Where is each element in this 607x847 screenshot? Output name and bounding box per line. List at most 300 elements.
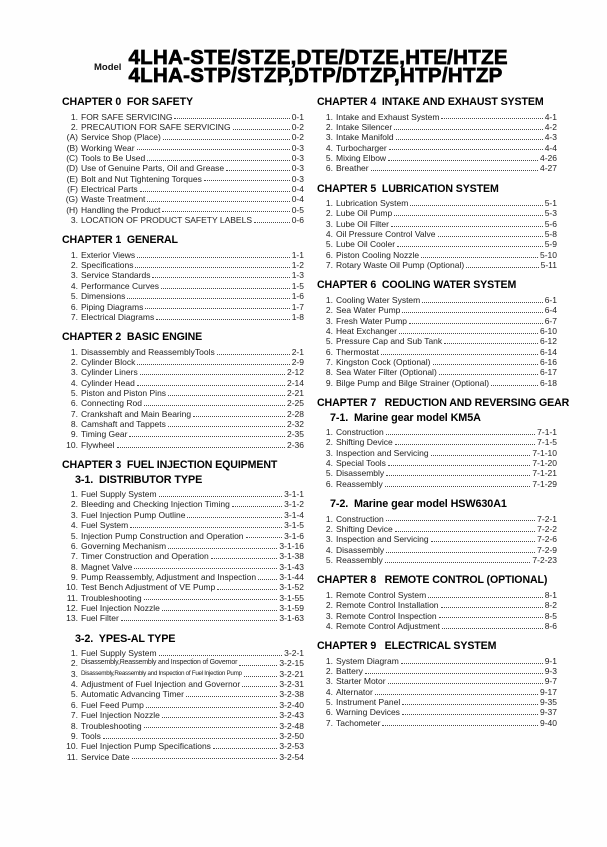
dot-leader [168, 541, 277, 549]
dot-leader [441, 112, 542, 120]
dot-leader [402, 697, 538, 705]
toc-item [317, 316, 557, 326]
dot-leader [410, 198, 542, 206]
toc-item [317, 336, 557, 346]
item-page: 2-1 [291, 346, 304, 357]
item-number: 10. [66, 741, 78, 752]
item-number: 9. [70, 429, 78, 440]
item-title: Timing Gear [81, 429, 128, 440]
item-page: 7-2-9 [537, 544, 557, 555]
toc-item [317, 229, 557, 239]
item-number: (G) [65, 194, 78, 205]
item-page: 0-1 [291, 111, 304, 122]
dot-leader [422, 295, 542, 303]
dot-leader [146, 700, 278, 708]
toc-item [62, 489, 304, 499]
dot-leader [217, 582, 277, 590]
dot-leader [386, 427, 535, 435]
item-number: 1. [70, 111, 78, 122]
item-number: 7. [325, 357, 333, 368]
item-page: 3-2-31 [279, 679, 304, 690]
item-page: 7-1-20 [532, 458, 557, 469]
dot-leader [388, 676, 543, 684]
item-number: 7. [325, 717, 333, 728]
dot-leader [204, 174, 290, 182]
item-title: Performance Curves [81, 280, 159, 291]
dot-leader [258, 572, 277, 580]
toc-item [62, 194, 304, 204]
chapter-heading: CHAPTER 5 LUBRICATION SYSTEM [317, 182, 499, 195]
toc-item [62, 429, 304, 439]
item-title: Lube Oil Pump [336, 208, 393, 219]
toc-item [62, 347, 304, 357]
item-page: 1-6 [291, 291, 304, 302]
item-title: Remote Control Adjustment [336, 620, 440, 631]
item-number: (F) [67, 183, 78, 194]
toc-item [317, 143, 557, 153]
item-page: 5-1 [544, 198, 557, 209]
dot-leader [402, 707, 538, 715]
toc-item [62, 132, 304, 142]
toc-section [62, 97, 304, 225]
dot-leader [162, 710, 278, 718]
toc-item [62, 163, 304, 173]
toc-item [62, 270, 304, 280]
item-page: 6-14 [539, 346, 557, 357]
dot-leader [137, 378, 285, 386]
item-number: 5. [325, 697, 333, 708]
dot-leader [395, 437, 535, 445]
item-number: 5. [70, 388, 78, 399]
model-lines [128, 46, 508, 87]
item-number: 9. [70, 730, 78, 741]
dot-leader [147, 194, 289, 202]
item-page: 3-1-44 [279, 571, 304, 582]
item-number: 5. [325, 239, 333, 250]
dot-leader [156, 312, 289, 320]
item-page: 3-1-16 [279, 540, 304, 551]
toc-item [317, 707, 557, 717]
section-subheading: 3-1. DISTRIBUTOR TYPE [75, 473, 203, 486]
item-page: 7-1-5 [537, 437, 557, 448]
item-title: Cylinder Liners [81, 367, 138, 378]
toc-item [62, 122, 304, 132]
item-title: Dimensions [81, 291, 126, 302]
dot-leader [130, 520, 282, 528]
item-title: Lubrication System [336, 198, 409, 209]
item-title: Piston Cooling Nozzle [336, 249, 420, 260]
item-page: 3-1-4 [284, 509, 304, 520]
toc-item [317, 590, 557, 600]
dot-leader [233, 122, 290, 130]
toc-item [62, 510, 304, 520]
dot-leader [193, 409, 285, 417]
item-page: 2-35 [286, 429, 304, 440]
toc-item [317, 666, 557, 676]
toc-item [62, 648, 304, 658]
dot-leader [433, 357, 538, 365]
dot-leader [466, 260, 538, 268]
toc-item [317, 295, 557, 305]
item-number: 13. [66, 613, 78, 624]
item-number: 2. [325, 208, 333, 219]
item-title: Cooling Water System [336, 294, 421, 305]
item-number: 6. [325, 707, 333, 718]
item-title: Specifications [81, 260, 134, 271]
toc-item [317, 208, 557, 218]
item-page: 3-2-48 [279, 720, 304, 731]
toc-item [317, 448, 557, 458]
item-number: 7. [70, 710, 78, 721]
dot-leader [428, 590, 542, 598]
item-page: 3-2-54 [279, 751, 304, 762]
item-page: 6-7 [544, 315, 557, 326]
dot-leader [389, 143, 543, 151]
item-page: 3-2-40 [279, 699, 304, 710]
item-number: 5. [70, 530, 78, 541]
dot-leader [159, 648, 283, 656]
item-page: 6-12 [539, 336, 557, 347]
item-number: 4. [70, 520, 78, 531]
toc-item [62, 541, 304, 551]
item-number: 7. [325, 260, 333, 271]
item-page: 2-21 [286, 388, 304, 399]
item-number: 3. [70, 270, 78, 281]
model-line-2: 4LHA-STP/STZP,DTP/DTZP,HTP/HTZP [128, 64, 503, 87]
dot-leader [144, 398, 285, 406]
item-title: System Diagram [336, 655, 399, 666]
item-number: 4. [70, 377, 78, 388]
dot-leader [186, 689, 277, 697]
toc-item [62, 752, 304, 762]
item-number: (E) [66, 173, 78, 184]
dot-leader [491, 378, 538, 386]
dot-leader [441, 600, 543, 608]
item-page: 3-2-50 [279, 730, 304, 741]
toc-section [62, 634, 304, 762]
toc-column-right [317, 96, 570, 738]
toc-item [317, 697, 557, 707]
dot-leader [397, 239, 543, 247]
item-page: 9-35 [539, 697, 557, 708]
item-page: 1-1 [291, 249, 304, 260]
item-number: 4. [325, 229, 333, 240]
item-page: 6-18 [539, 377, 557, 388]
item-title: Fuel Supply System [81, 489, 157, 500]
item-page: 3-1-38 [279, 551, 304, 562]
toc-column-left [62, 97, 304, 772]
dot-leader [396, 132, 543, 140]
toc-item [62, 184, 304, 194]
item-page: 3-2-21 [279, 668, 304, 679]
item-number: 11. [66, 751, 78, 762]
item-number: 7. [70, 551, 78, 562]
section-subheading: 7-1. Marine gear model KM5A [330, 411, 481, 424]
item-title: Electrical Parts [81, 183, 138, 194]
item-number: 3. [325, 447, 333, 458]
item-page: 2-9 [291, 357, 304, 368]
toc-item [317, 514, 557, 524]
dot-leader [187, 510, 282, 518]
dot-leader [394, 208, 542, 216]
dot-leader [232, 499, 282, 507]
item-title: Fresh Water Pump [336, 315, 408, 326]
item-page: 7-1-29 [532, 478, 557, 489]
chapter-heading: CHAPTER 1 GENERAL [62, 234, 178, 247]
toc-section [317, 97, 557, 174]
item-number: 7. [70, 311, 78, 322]
item-title: Test Bench Adjustment of VE Pump [81, 582, 216, 593]
item-number: 4. [325, 326, 333, 336]
toc-item [62, 260, 304, 270]
dot-leader [134, 562, 277, 570]
item-title: Construction [336, 427, 384, 438]
item-number: 2. [325, 121, 333, 132]
item-page: 6-17 [539, 367, 557, 378]
item-title: Exterior Views [81, 249, 136, 260]
toc-item [62, 419, 304, 429]
toc-item [62, 143, 304, 153]
item-page: 9-37 [539, 707, 557, 718]
item-page: 4-26 [539, 152, 557, 163]
dot-leader [391, 219, 543, 227]
item-title: Pump Reassembly, Adjustment and Inspection [81, 571, 257, 582]
item-title: Disassembly and ReassemblyTools [81, 346, 215, 357]
item-page: 8-6 [544, 620, 557, 631]
item-title: Fuel Injection Pump Specifications [81, 741, 211, 752]
item-number: 3. [70, 668, 78, 679]
item-number: 1. [325, 655, 333, 666]
item-page: 4-2 [544, 121, 557, 132]
item-title: Disassembly [336, 544, 385, 555]
dot-leader [388, 153, 538, 161]
item-title: Camshaft and Tappets [81, 419, 166, 430]
item-number: 5. [70, 291, 78, 302]
item-page: 3-2-1 [284, 648, 304, 659]
item-page: 9-17 [539, 686, 557, 697]
dot-leader [442, 621, 543, 629]
item-page: 2-14 [286, 377, 304, 388]
chapter-heading: CHAPTER 4 INTAKE AND EXHAUST SYSTEM [317, 96, 544, 108]
item-number: 1. [325, 427, 333, 438]
toc-item [317, 555, 557, 565]
dot-leader [145, 302, 289, 310]
item-title: Special Tools [336, 458, 386, 469]
dot-leader [244, 669, 278, 677]
item-page: 3-1-5 [284, 520, 304, 531]
item-page: 7-2-6 [537, 534, 557, 545]
toc-item [62, 531, 304, 541]
toc-item [62, 398, 304, 408]
toc-section [62, 460, 304, 623]
item-title: Remote Control Inspection [336, 610, 437, 621]
item-title: Rotary Waste Oil Pump (Optional) [336, 260, 465, 271]
item-title: Sea Water Filter (Optional) [336, 367, 437, 378]
dot-leader [371, 163, 538, 171]
item-title: Service Date [81, 751, 130, 762]
item-page: 4-1 [544, 111, 557, 122]
item-number: 2. [325, 600, 333, 611]
item-title: Thermostat [336, 346, 379, 357]
item-title: Disassembly [336, 468, 385, 479]
item-page: 9-7 [544, 676, 557, 687]
item-title: Fuel Filter [81, 613, 119, 624]
item-page: 5-10 [539, 249, 557, 260]
item-title: Service Shop (Place) [81, 132, 161, 143]
item-title: Mixing Elbow [336, 152, 387, 163]
dot-leader [395, 524, 535, 532]
item-page: 1-3 [291, 270, 304, 281]
item-title: Piston and Piston Pins [81, 388, 167, 399]
item-page: 0-2 [291, 132, 304, 143]
toc-item [317, 600, 557, 610]
dot-leader [431, 534, 536, 542]
toc-item [317, 621, 557, 631]
item-title: Fuel Injection Pump Outline [81, 509, 186, 520]
toc-item [317, 260, 557, 270]
item-title: Bleeding and Checking Injection Timing [81, 499, 230, 510]
toc-item [317, 676, 557, 686]
item-page: 4-27 [539, 163, 557, 174]
toc-item [317, 656, 557, 666]
item-title: Intake Manifold [336, 132, 394, 143]
item-number: (H) [66, 204, 78, 215]
dot-leader [242, 679, 277, 687]
item-title: Timer Construction and Operation [81, 551, 209, 562]
item-number: 5. [70, 689, 78, 700]
chapter-heading: CHAPTER 9 ELECTRICAL SYSTEM [317, 640, 497, 653]
item-title: Handling the Product [81, 204, 161, 215]
toc-item [62, 551, 304, 561]
dot-leader [365, 666, 543, 674]
item-number: 9. [70, 571, 78, 582]
item-number: 1. [70, 648, 78, 659]
toc-item [62, 112, 304, 122]
dot-leader [117, 440, 285, 448]
item-number: 3. [325, 534, 333, 545]
item-page: 9-3 [544, 666, 557, 677]
item-title: Construction [336, 513, 384, 524]
toc-section [317, 499, 557, 565]
toc-item [62, 357, 304, 367]
item-title: Troubleshooting [81, 592, 142, 603]
item-page: 7-1-21 [532, 468, 557, 479]
item-title: Remote Control System [336, 589, 427, 600]
item-title: Disassembly,Reassembly and Inspection of Governor [81, 659, 238, 667]
dot-leader [239, 658, 277, 666]
dot-leader [121, 613, 278, 621]
item-page: 1-2 [291, 260, 304, 271]
item-number: (B) [66, 142, 78, 153]
item-page: 2-28 [286, 408, 304, 419]
item-title: Pressure Cap and Sub Tank [336, 336, 443, 347]
item-page: 3-1-6 [284, 530, 304, 541]
toc-item [317, 718, 557, 728]
item-page: 1-7 [291, 301, 304, 312]
dot-leader [386, 545, 535, 553]
dot-leader [254, 215, 290, 223]
dot-leader [162, 205, 289, 213]
item-page: 6-4 [544, 305, 557, 316]
toc-item [62, 603, 304, 613]
dot-leader [409, 316, 543, 324]
toc-item [62, 302, 304, 312]
toc-item [62, 710, 304, 720]
item-page: 0-5 [291, 204, 304, 215]
toc-item [62, 378, 304, 388]
toc-item [317, 468, 557, 478]
item-page: 3-1-52 [279, 582, 304, 593]
toc-item [62, 679, 304, 689]
item-title: Breather [336, 163, 369, 174]
item-number: 2. [325, 305, 333, 316]
toc-section [317, 641, 557, 728]
dot-leader [385, 479, 531, 487]
item-number: 9. [325, 377, 333, 388]
item-number: 3. [325, 676, 333, 687]
dot-leader [211, 551, 278, 559]
dot-leader [439, 611, 543, 619]
item-number: 8. [325, 367, 333, 378]
item-number: 5. [325, 468, 333, 479]
item-page: 0-4 [291, 194, 304, 205]
toc-item [62, 731, 304, 741]
item-number: 1. [70, 249, 78, 260]
toc-item [62, 153, 304, 163]
item-number: 6. [325, 249, 333, 260]
model-header [94, 46, 508, 87]
item-title: Disassembly,Reassembly and Inspection of Fuel Injection Pump [81, 669, 242, 677]
dot-leader [162, 603, 278, 611]
toc-section [317, 397, 570, 489]
toc-item [317, 534, 557, 544]
item-page: 6-10 [539, 326, 557, 336]
item-number: 8. [70, 419, 78, 430]
dot-leader [144, 593, 278, 601]
dot-leader [163, 132, 290, 140]
dot-leader [399, 326, 538, 334]
item-title: Starter Motor [336, 676, 386, 687]
dot-leader [147, 153, 289, 161]
item-title: Turbocharger [336, 142, 387, 153]
item-number: (A) [66, 132, 78, 143]
dot-leader [401, 656, 543, 664]
toc-item [317, 326, 557, 336]
dot-leader [137, 250, 290, 258]
item-page: 0-2 [291, 121, 304, 132]
dot-leader [388, 458, 530, 466]
item-number: 6. [70, 301, 78, 312]
chapter-heading: CHAPTER 8 REMOTE CONTROL (OPTIONAL) [317, 574, 548, 587]
item-title: PRECAUTION FOR SAFE SERVICING [81, 121, 231, 132]
toc-item [317, 219, 557, 229]
dot-leader [132, 752, 278, 760]
toc-item [317, 427, 557, 437]
item-page: 3-1-59 [279, 602, 304, 613]
toc-item [62, 388, 304, 398]
dot-leader [381, 347, 538, 355]
item-title: Lube Oil Cooler [336, 239, 396, 250]
item-title: Kingston Cock (Optional) [336, 357, 431, 368]
item-page: 9-40 [539, 717, 557, 728]
dot-leader [402, 305, 542, 313]
item-title: Shifting Device [336, 437, 393, 448]
item-number: 4. [325, 142, 333, 153]
toc-section [317, 280, 557, 388]
item-page: 0-3 [291, 142, 304, 153]
item-number: 1. [325, 294, 333, 305]
item-title: Tools to Be Used [81, 152, 146, 163]
